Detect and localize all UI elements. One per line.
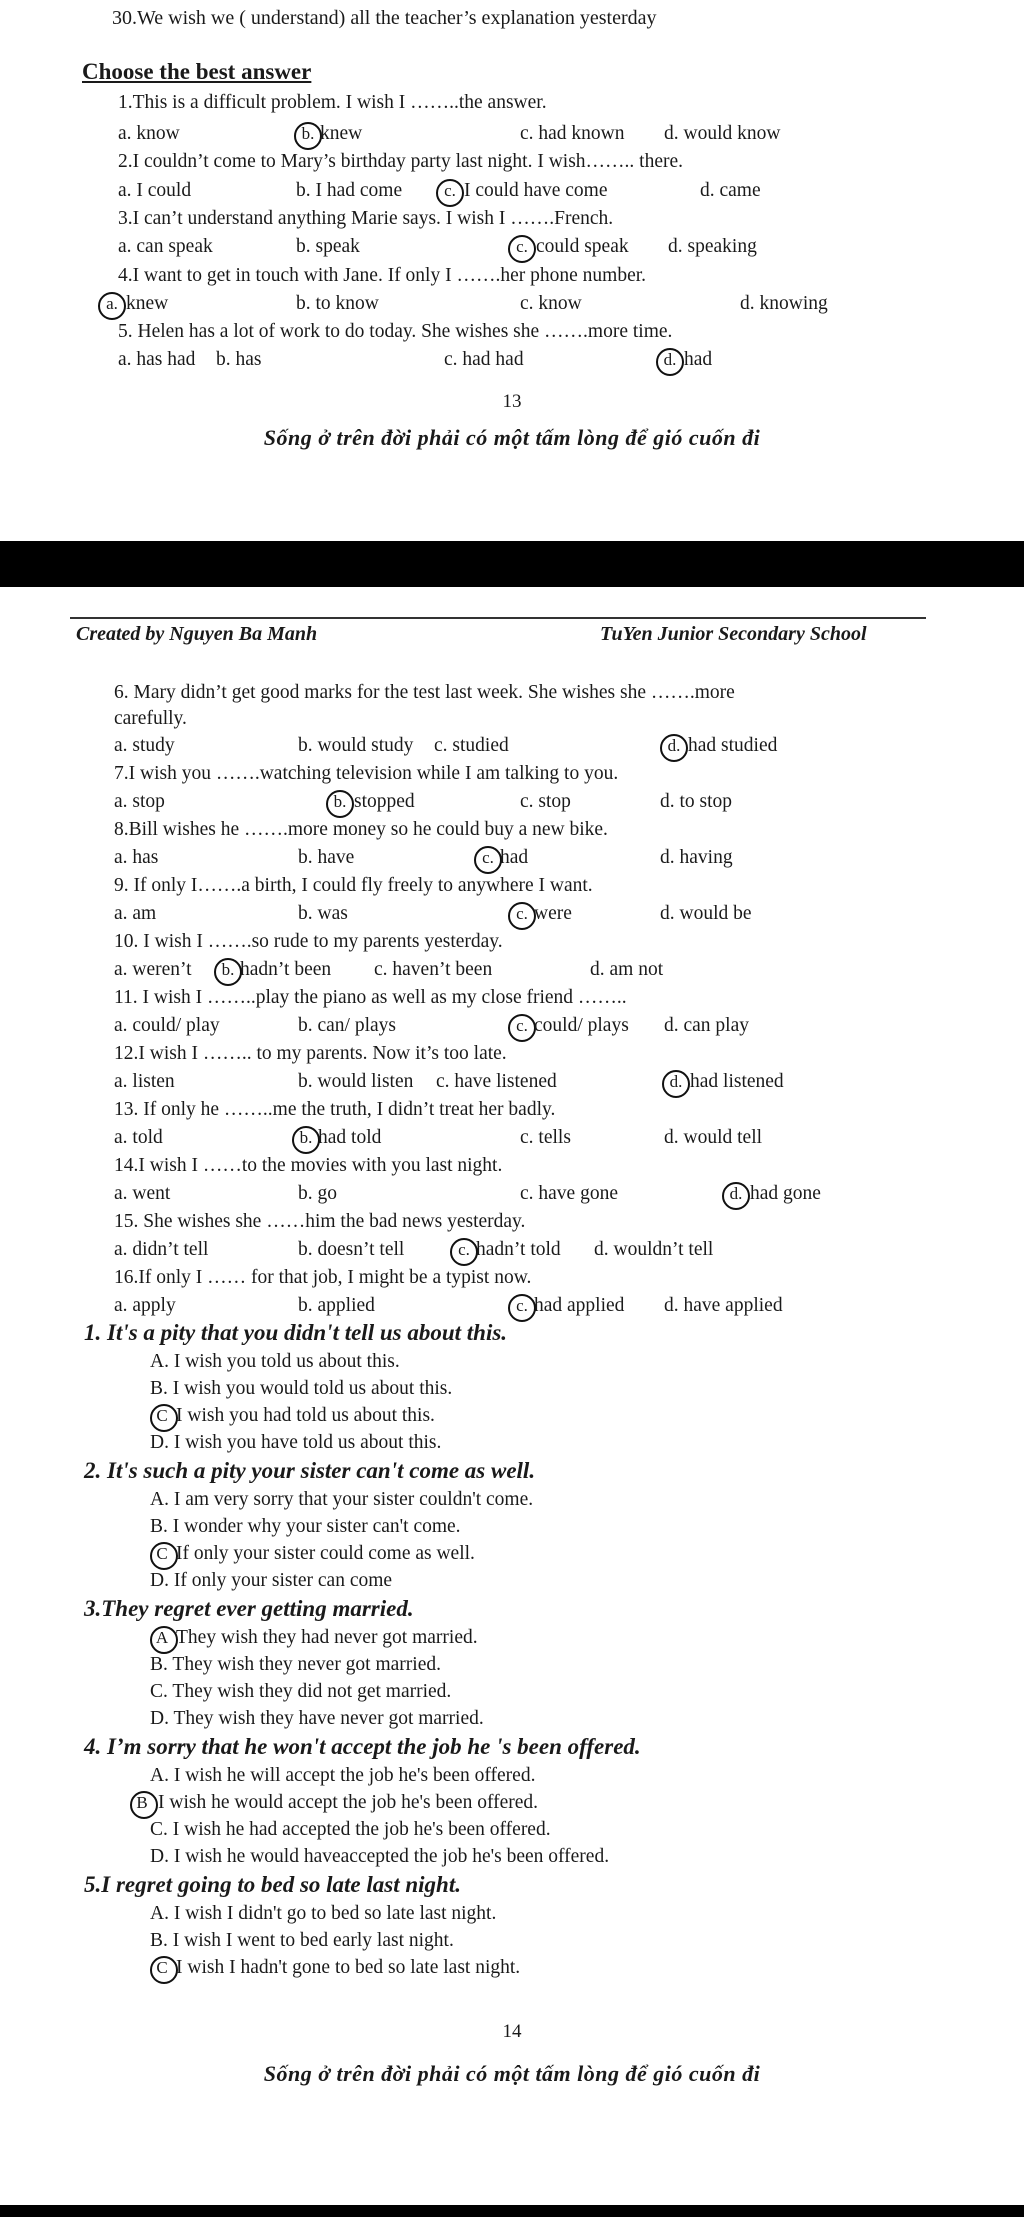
rewrite-4-option-a: A. I wish he will accept the job he's been offered. <box>150 1765 536 1786</box>
rewrite-4-option-d: D. I wish he would haveaccepted the job he's been offered. <box>150 1846 610 1867</box>
rewrite-2-option-d: D. If only your sister can come <box>150 1570 393 1591</box>
q5-option-b: b. has <box>216 349 262 370</box>
rewrite-3-option-a-letter: A <box>155 1628 169 1647</box>
q1-option-b-letter: b. <box>301 124 315 143</box>
q4-option-c: c. know <box>520 293 582 314</box>
q2-option-c: I could have come <box>464 180 608 201</box>
header-rule <box>70 617 926 619</box>
q2-option-d: d. came <box>700 180 761 201</box>
q8-option-a: a. has <box>114 847 159 868</box>
question-4-stem: 4.I want to get in touch with Jane. If only I …….her phone number. <box>118 265 647 286</box>
header-school: TuYen Junior Secondary School <box>600 623 867 645</box>
q2-option-b: b. I had come <box>296 180 403 201</box>
q13-option-c: c. tells <box>520 1127 571 1148</box>
rewrite-3-option-b: B. They wish they never got married. <box>150 1654 441 1675</box>
q1-option-a: a. know <box>118 123 180 144</box>
q4-option-a-letter: a. <box>106 294 118 313</box>
rewrite-5-option-c-letter: C <box>156 1958 168 1977</box>
rewrite-2-option-c-letter: C <box>156 1544 168 1563</box>
page-number: 14 <box>502 2021 522 2042</box>
page-14 <box>0 587 1024 2207</box>
section-title: Choose the best answer <box>82 59 312 84</box>
q10-option-b-letter: b. <box>221 960 235 979</box>
q9-option-c-letter: c. <box>516 904 528 923</box>
q14-option-d-letter: d. <box>729 1184 743 1203</box>
q12-option-a: a. listen <box>114 1071 175 1092</box>
question-14-stem: 14.I wish I ……to the movies with you last night. <box>114 1155 503 1176</box>
rewrite-3-option-c: C. They wish they did not get married. <box>150 1681 452 1702</box>
q14-option-d: had gone <box>750 1183 821 1204</box>
q6-option-a: a. study <box>114 735 175 756</box>
q10-option-b: hadn’t been <box>240 959 332 980</box>
q11-option-a: a. could/ play <box>114 1015 220 1036</box>
q8-option-c: had <box>500 847 529 868</box>
q11-option-c: could/ plays <box>534 1015 629 1036</box>
q7-option-d: d. to stop <box>660 791 733 812</box>
question-1-stem: 1.This is a difficult problem. I wish I ……..the answer. <box>118 92 547 113</box>
q15-option-a: a. didn’t tell <box>114 1239 209 1260</box>
q7-option-a: a. stop <box>114 791 165 812</box>
rewrite-5-option-a: A. I wish I didn't go to bed so late last night. <box>150 1903 497 1924</box>
q2-option-a: a. I could <box>118 180 192 201</box>
question-12-stem: 12.I wish I …….. to my parents. Now it’s too late. <box>114 1043 507 1064</box>
q16-option-b: b. applied <box>298 1295 375 1316</box>
question-15-stem: 15. She wishes she ……him the bad news yesterday. <box>114 1211 526 1232</box>
q16-option-d: d. have applied <box>664 1295 783 1316</box>
q12-option-d-letter: d. <box>669 1072 683 1091</box>
q15-option-c-letter: c. <box>458 1240 470 1259</box>
q13-option-b: had told <box>318 1127 382 1148</box>
q3-option-c-letter: c. <box>516 237 528 256</box>
q10-option-c: c. haven’t been <box>374 959 493 980</box>
q1-option-b: knew <box>320 123 363 144</box>
rewrite-1-option-b: B. I wish you would told us about this. <box>150 1378 453 1399</box>
rewrite-4-option-c: C. I wish he had accepted the job he's been offered. <box>150 1819 551 1840</box>
q4-option-b: b. to know <box>296 293 379 314</box>
question-16-stem: 16.If only I …… for that job, I might be a typist now. <box>114 1267 532 1288</box>
q3-option-d: d. speaking <box>668 236 757 257</box>
q9-option-d: d. would be <box>660 903 752 924</box>
q8-option-c-letter: c. <box>482 848 494 867</box>
q10-option-d: d. am not <box>590 959 664 980</box>
rewrite-3-title: 3.They regret ever getting married. <box>84 1596 414 1621</box>
q9-option-b: b. was <box>298 903 348 924</box>
q5-option-d: had <box>684 349 713 370</box>
rewrite-1-title: 1. It's a pity that you didn't tell us about this. <box>84 1320 508 1345</box>
q14-option-a: a. went <box>114 1183 171 1204</box>
q16-option-c-letter: c. <box>516 1296 528 1315</box>
rewrite-1-option-c-letter: C <box>156 1406 168 1425</box>
rewrite-1-option-a: A. I wish you told us about this. <box>150 1351 400 1372</box>
q14-option-b: b. go <box>298 1183 337 1204</box>
q9-option-c: were <box>534 903 572 924</box>
question-6-stem-cont: carefully. <box>114 708 187 729</box>
q16-option-a: a. apply <box>114 1295 176 1316</box>
q7-option-b: stopped <box>354 791 415 812</box>
q6-option-d-letter: d. <box>667 736 681 755</box>
question-3-stem: 3.I can’t understand anything Marie says. I wish I …….French. <box>118 208 614 229</box>
q7-option-c: c. stop <box>520 791 571 812</box>
q16-option-c: had applied <box>534 1295 625 1316</box>
rewrite-4-title: 4. I’m sorry that he won't accept the job he 's been offered. <box>84 1734 641 1759</box>
q6-option-c: c. studied <box>434 735 509 756</box>
q1-option-c: c. had known <box>520 123 625 144</box>
q3-option-b: b. speak <box>296 236 360 257</box>
q11-option-d: d. can play <box>664 1015 750 1036</box>
question-13-stem: 13. If only he ……..me the truth, I didn’t treat her badly. <box>114 1099 556 1120</box>
question-2-stem: 2.I couldn’t come to Mary’s birthday party last night. I wish…….. there. <box>118 151 684 172</box>
q5-option-d-letter: d. <box>663 350 677 369</box>
question-7-stem: 7.I wish you …….watching television while I am talking to you. <box>114 763 619 784</box>
q3-option-c: could speak <box>536 236 629 257</box>
q13-option-b-letter: b. <box>299 1128 313 1147</box>
q1-option-d: d. would know <box>664 123 781 144</box>
page-separator <box>0 541 1024 587</box>
rewrite-5-option-b: B. I wish I went to bed early last night. <box>150 1930 454 1951</box>
q11-option-c-letter: c. <box>516 1016 528 1035</box>
question-30: 30.We wish we ( understand) all the teacher’s explanation yesterday <box>112 7 657 29</box>
q14-option-c: c. have gone <box>520 1183 618 1204</box>
question-5-stem: 5. Helen has a lot of work to do today. She wishes she …….more time. <box>118 321 673 342</box>
question-8-stem: 8.Bill wishes he …….more money so he could buy a new bike. <box>114 819 608 840</box>
rewrite-4-option-b: I wish he would accept the job he's been offered. <box>158 1792 539 1813</box>
page-motto: Sống ở trên đời phải có một tấm lòng để gió cuốn đi <box>263 2061 761 2086</box>
rewrite-3-option-a: They wish they had never got married. <box>176 1627 478 1648</box>
q12-option-b: b. would listen <box>298 1071 414 1092</box>
rewrite-3-option-d: D. They wish they have never got married. <box>150 1708 484 1729</box>
question-6-stem: 6. Mary didn’t get good marks for the test last week. She wishes she …….more <box>114 682 735 703</box>
q13-option-a: a. told <box>114 1127 163 1148</box>
q3-option-a: a. can speak <box>118 236 213 257</box>
q15-option-d: d. wouldn’t tell <box>594 1239 714 1260</box>
rewrite-2-title: 2. It's such a pity your sister can't come as well. <box>84 1458 536 1483</box>
q12-option-d: had listened <box>690 1071 784 1092</box>
page-motto: Sống ở trên đời phải có một tấm lòng để gió cuốn đi <box>263 425 761 450</box>
q10-option-a: a. weren’t <box>114 959 192 980</box>
header-author: Created by Nguyen Ba Manh <box>76 623 318 645</box>
rewrite-2-option-c: If only your sister could come as well. <box>176 1543 475 1564</box>
question-9-stem: 9. If only I…….a birth, I could fly freely to anywhere I want. <box>114 875 593 896</box>
rewrite-2-option-b: B. I wonder why your sister can't come. <box>150 1516 461 1537</box>
q5-option-a: a. has had <box>118 349 196 370</box>
rewrite-1-option-c: I wish you had told us about this. <box>176 1405 435 1426</box>
page-13 <box>0 0 1024 540</box>
q6-option-d: had studied <box>688 735 778 756</box>
rewrite-1-option-d: D. I wish you have told us about this. <box>150 1432 442 1453</box>
q2-option-c-letter: c. <box>444 181 456 200</box>
q6-option-b: b. would study <box>298 735 414 756</box>
question-10-stem: 10. I wish I …….so rude to my parents yesterday. <box>114 931 503 952</box>
q12-option-c: c. have listened <box>436 1071 557 1092</box>
q8-option-d: d. having <box>660 847 733 868</box>
q4-option-a: knew <box>126 293 169 314</box>
q13-option-d: d. would tell <box>664 1127 763 1148</box>
q15-option-b: b. doesn’t tell <box>298 1239 405 1260</box>
q4-option-d: d. knowing <box>740 293 828 314</box>
q9-option-a: a. am <box>114 903 157 924</box>
question-11-stem: 11. I wish I ……..play the piano as well as my close friend …….. <box>114 987 627 1008</box>
rewrite-2-option-a: A. I am very sorry that your sister couldn't come. <box>150 1489 534 1510</box>
rewrite-5-title: 5.I regret going to bed so late last night. <box>84 1872 461 1897</box>
q15-option-c: hadn’t told <box>476 1239 561 1260</box>
q8-option-b: b. have <box>298 847 355 868</box>
q7-option-b-letter: b. <box>333 792 347 811</box>
page-number: 13 <box>502 391 522 412</box>
rewrite-4-option-b-letter: B <box>136 1793 148 1812</box>
q5-option-c: c. had had <box>444 349 524 370</box>
rewrite-5-option-c: I wish I hadn't gone to bed so late last night. <box>176 1957 521 1978</box>
bottom-bar <box>0 2205 1024 2217</box>
q11-option-b: b. can/ plays <box>298 1015 397 1036</box>
